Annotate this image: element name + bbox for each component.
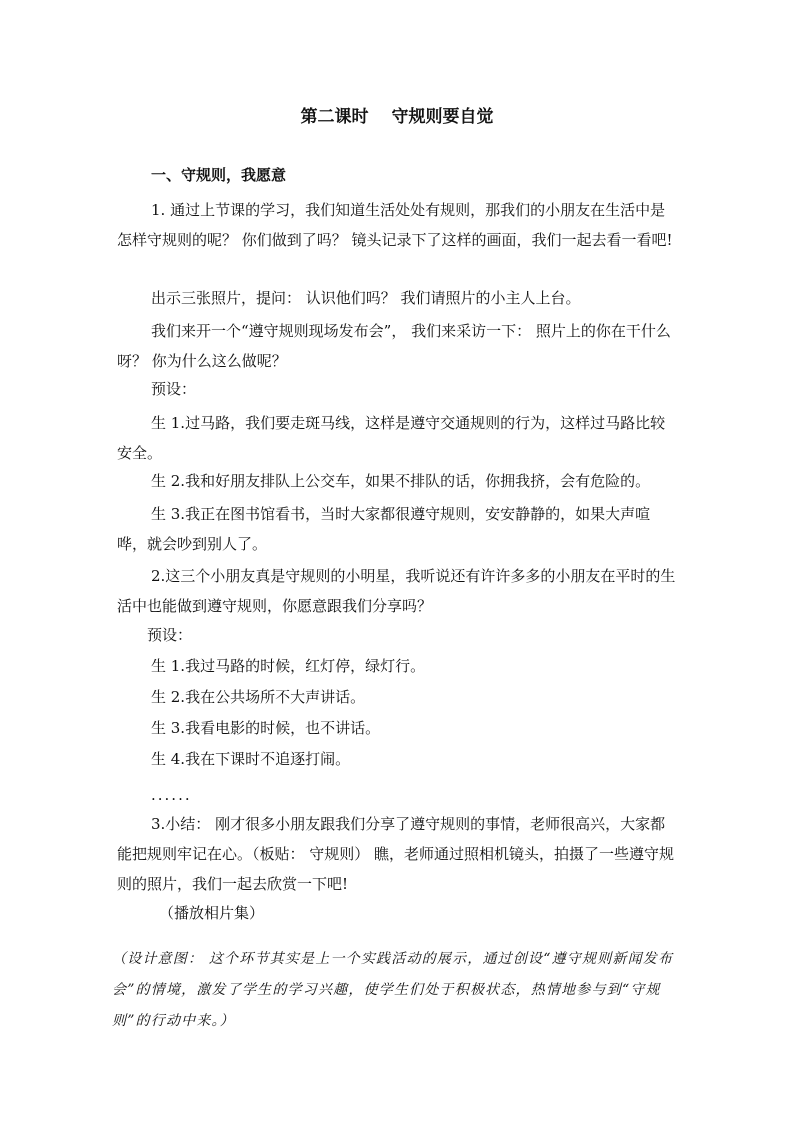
ellipsis: ...... <box>151 786 192 804</box>
share-answer-3: 生 3.我看电影的时候，也不讲话。 <box>151 719 381 737</box>
preset-label-2: 预设： <box>147 626 193 644</box>
student-answer-2: 生 2.我和好朋友排队上公交车，如果不排队的话，你拥我挤，会有危险的。 <box>151 472 651 490</box>
paragraph-intro: 1. 通过上节课的学习，我们知道生活处处有规则，那我们的小朋友在生活中是怎样守规则的呢？ 你们做到了吗？ 镜头记录下了这样的画面，我们一起去看一看吧! <box>117 201 673 249</box>
student-answer-1: 生 1.过马路，我们要走斑马线，这样是遵守交通规则的行为，这样过马路比较安全。 <box>117 414 666 462</box>
share-answer-1: 生 1.我过马路的时候，红灯停，绿灯行。 <box>151 657 426 675</box>
play-album-note: （播放相片集） <box>159 904 265 922</box>
share-answer-2: 生 2.我在公共场所不大声讲话。 <box>151 688 366 706</box>
paragraph-press-conference: 我们来开一个“遵守规则现场发布会”， 我们来采访一下： 照片上的你在干什么呀？ 你为什么这么做呢？ <box>117 322 671 370</box>
paragraph-share: 2.这三个小朋友真是守规则的小明星，我听说还有许许多多的小朋友在平时的生活中也能做到遵守规则，你愿意跟我们分享吗？ <box>117 567 676 615</box>
student-answer-3: 生 3.我正在图书馆看书，当时大家都很遵守规则，安安静静的，如果大声喧哗，就会吵到别人了。 <box>117 505 651 553</box>
page-title: 第二课时 守规则要自觉 <box>300 107 494 127</box>
section-heading: 一、守规则，我愿意 <box>151 166 287 184</box>
share-answer-4: 生 4.我在下课时不追逐打闹。 <box>151 750 351 768</box>
paragraph-show-photos: 出示三张照片，提问： 认识他们吗？ 我们请照片的小主人上台。 <box>151 289 581 307</box>
design-intent-note: （设计意图： 这个环节其实是上一个实践活动的展示，通过创设“遵守规则新闻发布会”的情境，激发了学生的学习兴趣，使学生们处于积极状态，热情地参与到“守规则”的行动中来。） <box>112 951 674 1029</box>
paragraph-summary: 3.小结： 刚才很多小朋友跟我们分享了遵守规则的事情，老师很高兴，大家都能把规则牢记在心。（板贴： 守规则） 瞧，老师通过照相机镜头，拍摄了一些遵守规则的照片，我们一起去欣赏一下吧! <box>117 815 675 893</box>
preset-label-1: 预设： <box>151 380 197 398</box>
